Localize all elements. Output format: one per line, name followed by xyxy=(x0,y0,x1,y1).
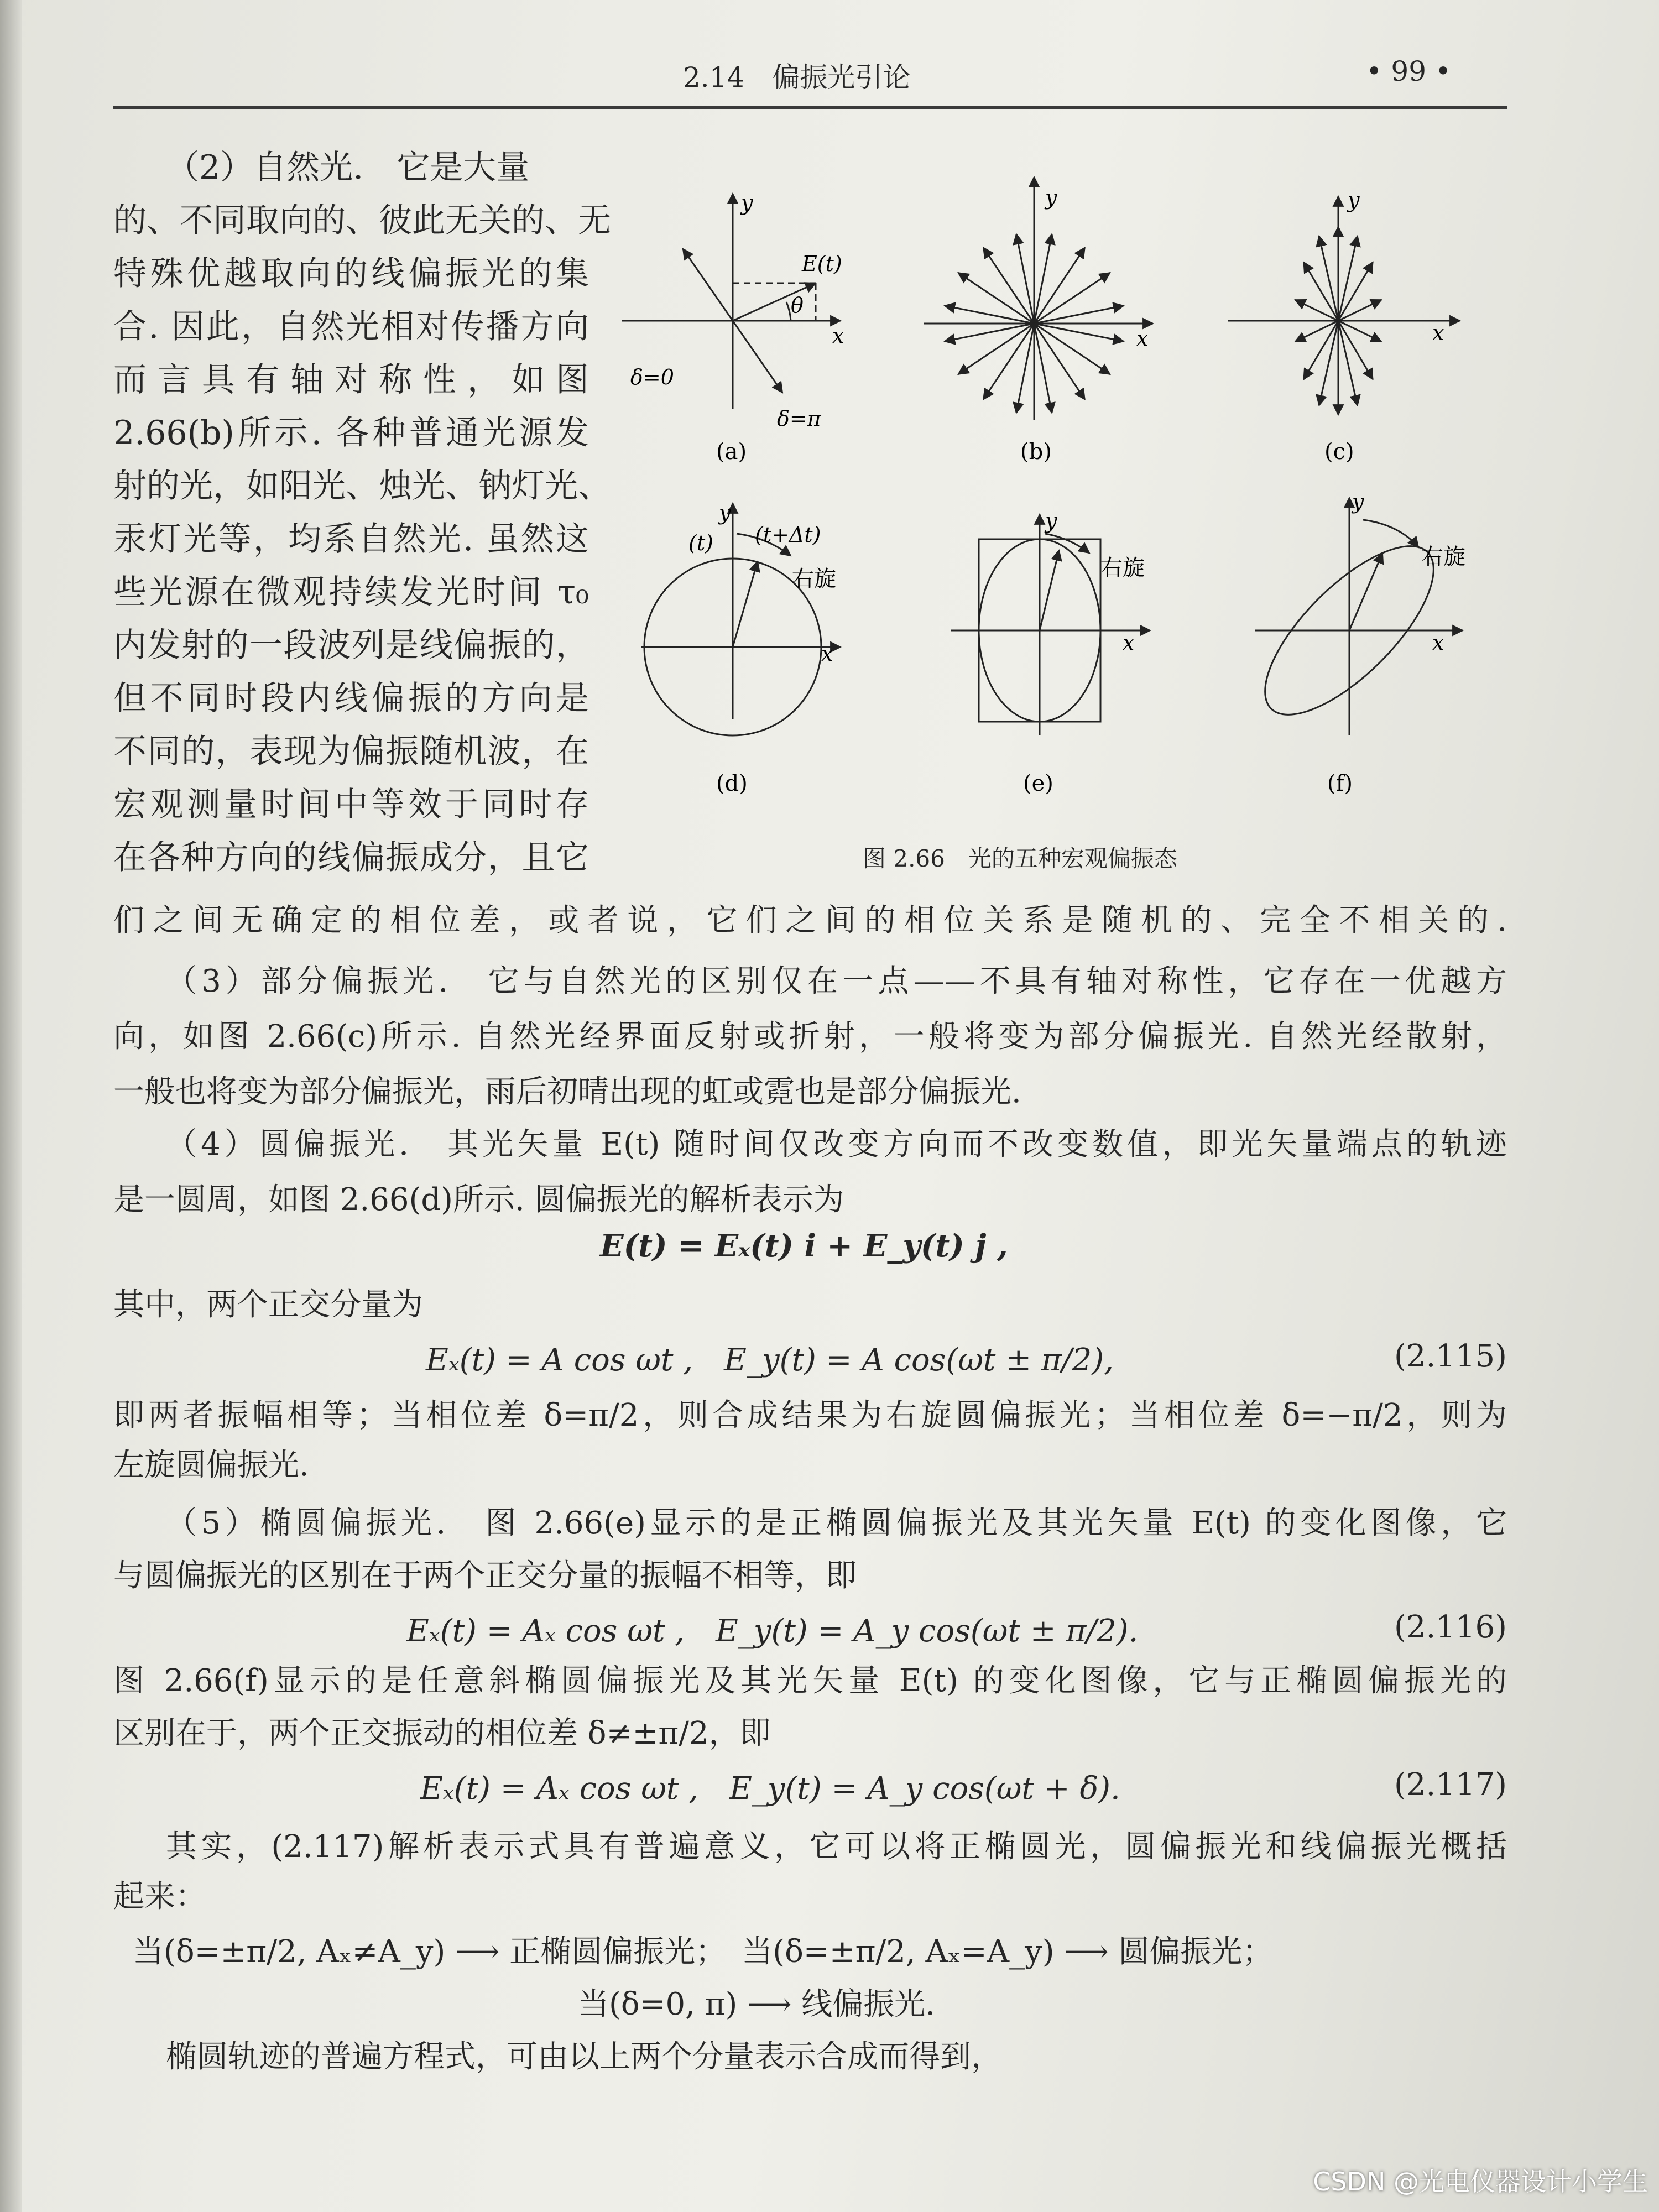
f-y-label: y xyxy=(1352,489,1364,514)
figure-caption: 图 2.66 光的五种宏观偏振态 xyxy=(863,845,1177,872)
text-line: 其实，(2.117)解析表示式具有普遍意义，它可以将正椭圆光，圆偏振光和线偏振光概括 xyxy=(166,1829,1507,1865)
polarization-vector-arrow xyxy=(1319,321,1338,405)
a-field-label: E(t) xyxy=(802,252,842,276)
equation-2-116: Eₓ(t) = Aₓ cos ωt , E_y(t) = A_y cos(ωt ± π/2). xyxy=(406,1613,1139,1649)
text-line: 左旋圆偏振光. xyxy=(113,1447,309,1483)
f-rotation-label: 右旋 xyxy=(1421,544,1465,570)
a-delta0-label: δ=0 xyxy=(630,365,674,389)
polarization-vector-arrow xyxy=(1319,236,1338,321)
panel-f-tilted-ellipse xyxy=(1240,498,1463,740)
wrapped-paragraph xyxy=(113,141,611,884)
text-line: 向，如图 2.66(c)所示. 自然光经界面反射或折射，一般将变为部分偏振光. 自然光经散射， xyxy=(113,1019,1507,1055)
d-rotation-label: 右旋 xyxy=(792,566,836,592)
equation-number: (2.116) xyxy=(1394,1609,1507,1645)
page-number: • 99 • xyxy=(1366,55,1452,87)
f-x-label: x xyxy=(1432,630,1444,655)
label-b: (b) xyxy=(1020,439,1052,465)
text-line: 是一圆周，如图 2.66(d)所示. 圆偏振光的解析表示为 xyxy=(113,1182,844,1218)
text-line: 但不同时段内线偏振的方向是 xyxy=(113,679,589,718)
text-line: 而言具有轴对称性，如图 xyxy=(113,361,589,399)
text-line: 不同的，表现为偏振随机波，在 xyxy=(113,732,589,771)
panel-c-partial xyxy=(1228,196,1460,415)
d-tdt-label: (t+Δt) xyxy=(755,523,821,547)
angle-arc xyxy=(786,302,791,321)
text-line: 宏观测量时间中等效于同时存 xyxy=(113,785,589,824)
text-line: 与圆偏振光的区别在于两个正交分量的振幅不相等，即 xyxy=(113,1558,857,1594)
page-binding-shadow xyxy=(0,0,22,2212)
text-line: （2）自然光. 它是大量 xyxy=(166,148,530,187)
a-deltapi-label: δ=π xyxy=(777,406,821,431)
text-line: 特殊优越取向的线偏振光的集 xyxy=(113,254,589,293)
d-y-label: y xyxy=(719,500,731,525)
summary-line: 当(δ=0, π) ⟶ 线偏振光. xyxy=(578,1986,936,2022)
a-theta-label: θ xyxy=(791,293,804,317)
text-line: 一般也将变为部分偏振光，雨后初晴出现的虹或霓也是部分偏振光. xyxy=(113,1074,1021,1110)
label-d: (d) xyxy=(716,771,748,796)
field-vector-arrow xyxy=(1040,550,1059,630)
header-rule xyxy=(113,106,1507,109)
text-line: 椭圆轨迹的普遍方程式，可由以上两个分量表示合成而得到， xyxy=(166,2039,1002,2075)
label-a: (a) xyxy=(716,439,747,465)
watermark: CSDN @光电仪器设计小学生 xyxy=(1313,2167,1648,2197)
label-c: (c) xyxy=(1324,439,1354,465)
polarization-vector-arrow xyxy=(1338,236,1358,321)
figure-2-66 xyxy=(608,166,1521,885)
b-x-label: x xyxy=(1136,326,1149,351)
equation-vector: E(t) = Eₓ(t) i + E_y(t) j , xyxy=(600,1228,1008,1264)
e-rotation-label: 右旋 xyxy=(1100,555,1145,581)
rotation-arrow xyxy=(1363,520,1418,547)
e-y-label: y xyxy=(1045,509,1057,533)
d-t-label: (t) xyxy=(688,531,713,555)
summary-line: 当(δ=±π/2, Aₓ≠A_y) ⟶ 正椭圆偏振光； 当(δ=±π/2, Aₓ=A_y) ⟶ 圆偏振光； xyxy=(133,1934,1274,1970)
text-line: 图 2.66(f)显示的是任意斜椭圆偏振光及其光矢量 E(t) 的变化图像，它与正椭圆偏振光的 xyxy=(113,1663,1507,1699)
equation-number: (2.115) xyxy=(1394,1338,1507,1374)
running-header-title: 2.14 偏振光引论 xyxy=(683,61,911,93)
panel-b-natural xyxy=(924,177,1153,420)
c-y-label: y xyxy=(1348,188,1360,212)
text-line: （4）圆偏振光. 其光矢量 E(t) 随时间仅改变方向而不改变数值，即光矢量端点的轨迹 xyxy=(166,1126,1507,1162)
field-vector-arrow xyxy=(733,561,758,647)
text-line: 区别在于，两个正交振动的相位差 δ≠±π/2，即 xyxy=(113,1715,771,1751)
text-line: 其中，两个正交分量为 xyxy=(113,1287,423,1323)
text-line: 些光源在微观持续发光时间 τ₀ xyxy=(113,573,589,612)
b-y-label: y xyxy=(1045,185,1057,210)
a-y-label: y xyxy=(741,191,753,215)
polarization-vector-arrow xyxy=(1338,321,1358,405)
text-line: 即两者振幅相等；当相位差 δ=π/2，则合成结果为右旋圆偏振光；当相位差 δ=−π/2，则为 xyxy=(113,1397,1507,1433)
c-x-label: x xyxy=(1432,321,1444,345)
text-line: 们之间无确定的相位差，或者说，它们之间的相位关系是随机的、完全不相关的. xyxy=(113,902,1507,938)
text-line: （3）部分偏振光. 它与自然光的区别仅在一点——不具有轴对称性，它存在一优越方 xyxy=(166,963,1507,999)
field-vector-arrow xyxy=(1349,553,1383,630)
label-e: (e) xyxy=(1023,771,1053,796)
text-line: 汞灯光等，均系自然光. 虽然这 xyxy=(113,520,589,559)
panel-e-ellipse xyxy=(951,514,1150,735)
vector-down-right xyxy=(733,321,782,393)
e-x-label: x xyxy=(1123,630,1135,655)
d-x-label: x xyxy=(821,641,833,666)
label-f: (f) xyxy=(1327,771,1353,796)
text-line: 起来： xyxy=(113,1879,206,1914)
text-line: 合. 因此，自然光相对传播方向 xyxy=(113,307,589,346)
text-line: 内发射的一段波列是线偏振的， xyxy=(113,626,589,665)
text-line: （5）椭圆偏振光. 图 2.66(e)显示的是正椭圆偏振光及其光矢量 E(t) 的变化图像，它 xyxy=(166,1505,1507,1541)
text-line: 在各种方向的线偏振成分，且它 xyxy=(113,838,589,877)
text-line: 射的光，如阳光、烛光、钠灯光、 xyxy=(113,467,611,505)
text-line: 2.66(b)所示. 各种普通光源发 xyxy=(113,414,589,452)
equation-2-117: Eₓ(t) = Aₓ cos ωt , E_y(t) = A_y cos(ωt + δ). xyxy=(420,1771,1120,1807)
vector-up-left xyxy=(683,249,733,321)
equation-2-115: Eₓ(t) = A cos ωt , E_y(t) = A cos(ωt ± π/2), xyxy=(426,1342,1114,1378)
a-x-label: x xyxy=(832,324,844,348)
equation-number: (2.117) xyxy=(1394,1767,1507,1803)
text-line: 的、不同取向的、彼此无关的、无 xyxy=(113,201,611,240)
